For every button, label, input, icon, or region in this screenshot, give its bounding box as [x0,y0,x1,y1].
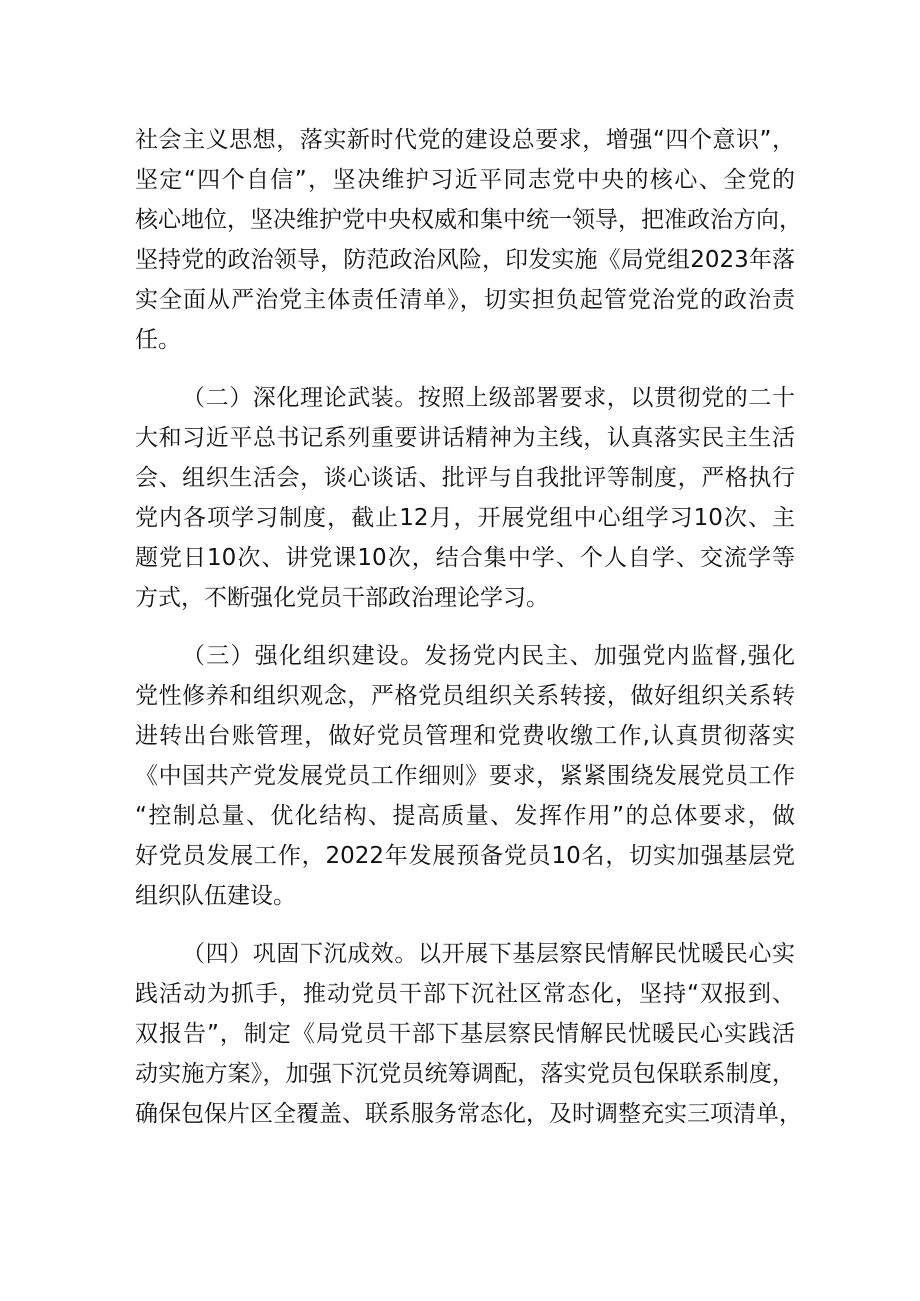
paragraph-2-line-1: （二）深化理论武装。按照上级部署要求，以贯彻党的二十 [182,385,795,411]
paragraph-3-line-3: 进转出台账管理，做好党员管理和党费收缴工作,认真贯彻落实 [135,723,795,749]
paragraph-1-line-4: 坚持党的政治领导，防范政治风险，印发实施《局党组2023年落 [135,247,795,273]
paragraph-1-line-6: 任。 [135,327,181,353]
paragraph-2-line-6: 方式，不断强化党员干部政治理论学习。 [135,585,549,611]
paragraph-2-line-5: 题党日10次、讲党课10次，结合集中学、个人自学、交流学等 [135,545,795,571]
paragraph-4-line-4: 动实施方案》，加强下沉党员统筹调配，落实党员包保联系制度， [135,1061,795,1087]
paragraph-1-line-1: 社会主义思想，落实新时代党的建设总要求，增强“四个意识”， [135,127,795,153]
paragraph-2-line-3: 会、组织生活会，谈心谈话、批评与自我批评等制度，严格执行 [135,465,795,491]
paragraph-4-line-1: （四）巩固下沉成效。以开展下基层察民情解民忧暖民心实 [182,941,795,967]
paragraph-3-line-6: 好党员发展工作，2022年发展预备党员10名，切实加强基层党 [135,843,795,869]
paragraph-3-line-2: 党性修养和组织观念，严格党员组织关系转接，做好组织关系转 [135,683,795,709]
paragraph-3-line-1: （三）强化组织建设。发扬党内民主、加强党内监督,强化 [182,643,795,669]
paragraph-3-line-5: “控制总量、优化结构、提高质量、发挥作用”的总体要求，做 [135,803,795,829]
paragraph-4-line-5: 确保包保片区全覆盖、联系服务常态化，及时调整充实三项清单， [135,1101,802,1127]
paragraph-3-line-4: 《中国共产党发展党员工作细则》要求，紧紧围绕发展党员工作 [135,763,795,789]
paragraph-2-line-2: 大和习近平总书记系列重要讲话精神为主线，认真落实民主生活 [135,425,795,451]
paragraph-1-line-5: 实全面从严治党主体责任清单》，切实担负起管党治党的政治责 [135,287,795,313]
paragraph-4-line-2: 践活动为抓手，推动党员干部下沉社区常态化，坚持“双报到、 [135,981,795,1007]
paragraph-1-line-2: 坚定“四个自信”，坚决维护习近平同志党中央的核心、全党的 [135,167,795,193]
paragraph-3-line-7: 组织队伍建设。 [135,883,296,909]
paragraph-4-line-3: 双报告”，制定《局党员干部下基层察民情解民忧暖民心实践活 [135,1021,795,1047]
paragraph-1-line-3: 核心地位，坚决维护党中央权威和集中统一领导，把准政治方向， [135,207,802,233]
paragraph-2-line-4: 党内各项学习制度，截止12月，开展党组中心组学习10次、主 [135,505,795,531]
